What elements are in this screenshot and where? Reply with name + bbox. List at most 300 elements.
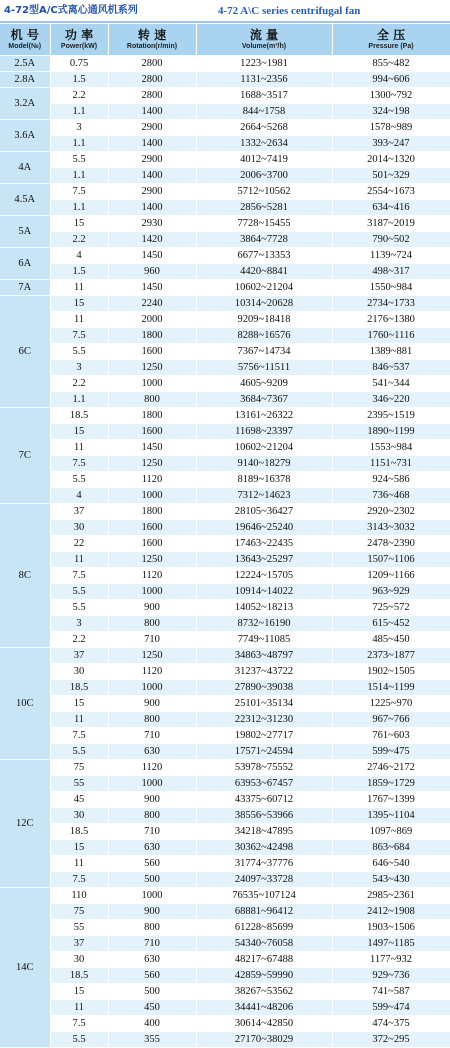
power-cell: 2.2 [50, 232, 108, 248]
volume-cell: 8732~16190 [196, 616, 332, 632]
pressure-cell: 501~329 [332, 168, 450, 184]
volume-cell: 34863~48797 [196, 648, 332, 664]
volume-cell: 1332~2634 [196, 136, 332, 152]
table-row [0, 952, 450, 968]
pressure-cell: 929~736 [332, 968, 450, 984]
table-row [0, 840, 450, 856]
rotation-cell: 800 [108, 808, 196, 824]
power-cell: 5.5 [50, 152, 108, 168]
rotation-cell: 1400 [108, 200, 196, 216]
volume-cell: 38556~53966 [196, 808, 332, 824]
rotation-cell: 1600 [108, 520, 196, 536]
table-row [0, 56, 450, 72]
volume-cell: 54340~76058 [196, 936, 332, 952]
table-row [0, 664, 450, 680]
rotation-cell: 900 [108, 792, 196, 808]
table-row [0, 536, 450, 552]
rotation-cell: 400 [108, 1016, 196, 1032]
rotation-cell: 1600 [108, 344, 196, 360]
power-cell: 37 [50, 648, 108, 664]
model-cell: 8C [0, 504, 50, 648]
volume-cell: 8189~16378 [196, 472, 332, 488]
header-pressure: 全 压 Pressure (Pa) [332, 24, 450, 56]
pressure-cell: 790~502 [332, 232, 450, 248]
power-cell: 75 [50, 760, 108, 776]
table-row [0, 808, 450, 824]
power-cell: 1.1 [50, 392, 108, 408]
table-row [0, 504, 450, 520]
pressure-cell: 615~452 [332, 616, 450, 632]
title-english: 4-72 A\C series centrifugal fan [218, 5, 361, 17]
header-row [0, 24, 450, 56]
pressure-cell: 372~295 [332, 1032, 450, 1048]
table-row [0, 792, 450, 808]
power-cell: 1.5 [50, 264, 108, 280]
rotation-cell: 1000 [108, 776, 196, 792]
volume-cell: 7749~11085 [196, 632, 332, 648]
table-row [0, 824, 450, 840]
power-cell: 1.1 [50, 136, 108, 152]
table-row [0, 1016, 450, 1032]
power-cell: 3 [50, 120, 108, 136]
rotation-cell: 2000 [108, 312, 196, 328]
power-cell: 11 [50, 312, 108, 328]
volume-cell: 10314~20628 [196, 296, 332, 312]
power-cell: 15 [50, 296, 108, 312]
model-cell: 14C [0, 888, 50, 1048]
table-row [0, 600, 450, 616]
power-cell: 30 [50, 808, 108, 824]
volume-cell: 2856~5281 [196, 200, 332, 216]
pressure-cell: 1553~984 [332, 440, 450, 456]
pressure-cell: 1760~1116 [332, 328, 450, 344]
volume-cell: 11698~23397 [196, 424, 332, 440]
table-row [0, 904, 450, 920]
table-row [0, 152, 450, 168]
table-row [0, 584, 450, 600]
rotation-cell: 1250 [108, 456, 196, 472]
pressure-cell: 2554~1673 [332, 184, 450, 200]
volume-cell: 844~1758 [196, 104, 332, 120]
pressure-cell: 1514~1199 [332, 680, 450, 696]
rotation-cell: 2900 [108, 184, 196, 200]
pressure-cell: 1395~1104 [332, 808, 450, 824]
rotation-cell: 1800 [108, 408, 196, 424]
rotation-cell: 800 [108, 712, 196, 728]
pressure-cell: 485~450 [332, 632, 450, 648]
power-cell: 7.5 [50, 728, 108, 744]
table-row [0, 280, 450, 296]
volume-cell: 6677~13353 [196, 248, 332, 264]
model-cell: 2.8A [0, 72, 50, 88]
rotation-cell: 1120 [108, 664, 196, 680]
table-body [0, 56, 450, 1048]
rotation-cell: 2930 [108, 216, 196, 232]
power-cell: 7.5 [50, 184, 108, 200]
power-cell: 15 [50, 216, 108, 232]
power-cell: 7.5 [50, 456, 108, 472]
rotation-cell: 1000 [108, 680, 196, 696]
pressure-cell: 2395~1519 [332, 408, 450, 424]
power-cell: 15 [50, 424, 108, 440]
table-row [0, 440, 450, 456]
power-cell: 37 [50, 504, 108, 520]
pressure-cell: 1151~731 [332, 456, 450, 472]
power-cell: 7.5 [50, 1016, 108, 1032]
pressure-cell: 2746~2172 [332, 760, 450, 776]
power-cell: 15 [50, 840, 108, 856]
pressure-cell: 2176~1380 [332, 312, 450, 328]
rotation-cell: 630 [108, 744, 196, 760]
model-cell: 7A [0, 280, 50, 296]
table-row [0, 232, 450, 248]
pressure-cell: 393~247 [332, 136, 450, 152]
power-cell: 45 [50, 792, 108, 808]
volume-cell: 9209~18418 [196, 312, 332, 328]
volume-cell: 48217~67488 [196, 952, 332, 968]
rotation-cell: 1000 [108, 888, 196, 904]
pressure-cell: 1139~724 [332, 248, 450, 264]
rotation-cell: 1400 [108, 104, 196, 120]
table-row [0, 264, 450, 280]
rotation-cell: 710 [108, 936, 196, 952]
volume-cell: 22312~31230 [196, 712, 332, 728]
power-cell: 55 [50, 776, 108, 792]
title-bar [0, 0, 450, 22]
table-row [0, 216, 450, 232]
table-row [0, 1000, 450, 1016]
volume-cell: 63953~67457 [196, 776, 332, 792]
table-row [0, 648, 450, 664]
table-row [0, 456, 450, 472]
table-row [0, 472, 450, 488]
pressure-cell: 474~375 [332, 1016, 450, 1032]
power-cell: 5.5 [50, 600, 108, 616]
pressure-cell: 346~220 [332, 392, 450, 408]
volume-cell: 76535~107124 [196, 888, 332, 904]
volume-cell: 4012~7419 [196, 152, 332, 168]
table-row [0, 120, 450, 136]
table-row [0, 376, 450, 392]
table-row [0, 296, 450, 312]
table-row [0, 728, 450, 744]
power-cell: 7.5 [50, 872, 108, 888]
pressure-cell: 1902~1505 [332, 664, 450, 680]
rotation-cell: 1000 [108, 488, 196, 504]
power-cell: 4 [50, 488, 108, 504]
pressure-cell: 1507~1106 [332, 552, 450, 568]
model-cell: 6C [0, 296, 50, 408]
pressure-cell: 863~684 [332, 840, 450, 856]
table-row [0, 680, 450, 696]
table-row [0, 984, 450, 1000]
rotation-cell: 1600 [108, 424, 196, 440]
table-row [0, 920, 450, 936]
power-cell: 18.5 [50, 968, 108, 984]
rotation-cell: 1450 [108, 248, 196, 264]
model-cell: 3.6A [0, 120, 50, 152]
table-row [0, 872, 450, 888]
table-row [0, 856, 450, 872]
volume-cell: 27890~39038 [196, 680, 332, 696]
power-cell: 55 [50, 920, 108, 936]
rotation-cell: 710 [108, 728, 196, 744]
table-row [0, 936, 450, 952]
pressure-cell: 498~317 [332, 264, 450, 280]
volume-cell: 31237~43722 [196, 664, 332, 680]
power-cell: 7.5 [50, 568, 108, 584]
volume-cell: 7367~14734 [196, 344, 332, 360]
rotation-cell: 710 [108, 824, 196, 840]
volume-cell: 12224~15705 [196, 568, 332, 584]
model-cell: 2.5A [0, 56, 50, 72]
rotation-cell: 500 [108, 984, 196, 1000]
rotation-cell: 1420 [108, 232, 196, 248]
rotation-cell: 2800 [108, 56, 196, 72]
table-row [0, 744, 450, 760]
rotation-cell: 1120 [108, 760, 196, 776]
table-row [0, 488, 450, 504]
volume-cell: 19802~27717 [196, 728, 332, 744]
rotation-cell: 1250 [108, 360, 196, 376]
pressure-cell: 1890~1199 [332, 424, 450, 440]
pressure-cell: 3143~3032 [332, 520, 450, 536]
pressure-cell: 2373~1877 [332, 648, 450, 664]
pressure-cell: 599~474 [332, 1000, 450, 1016]
power-cell: 30 [50, 520, 108, 536]
table-row [0, 344, 450, 360]
volume-cell: 68881~96412 [196, 904, 332, 920]
power-cell: 75 [50, 904, 108, 920]
table-row [0, 712, 450, 728]
rotation-cell: 2900 [108, 120, 196, 136]
rotation-cell: 450 [108, 1000, 196, 1016]
power-cell: 2.2 [50, 88, 108, 104]
volume-cell: 3864~7728 [196, 232, 332, 248]
pressure-cell: 963~929 [332, 584, 450, 600]
power-cell: 1.1 [50, 104, 108, 120]
table-row [0, 200, 450, 216]
volume-cell: 17463~22435 [196, 536, 332, 552]
power-cell: 110 [50, 888, 108, 904]
rotation-cell: 800 [108, 616, 196, 632]
volume-cell: 2006~3700 [196, 168, 332, 184]
model-cell: 4.5A [0, 184, 50, 216]
volume-cell: 30362~42498 [196, 840, 332, 856]
table-row [0, 616, 450, 632]
rotation-cell: 560 [108, 856, 196, 872]
table-row [0, 168, 450, 184]
pressure-cell: 1225~970 [332, 696, 450, 712]
volume-cell: 30614~42850 [196, 1016, 332, 1032]
rotation-cell: 2800 [108, 72, 196, 88]
rotation-cell: 960 [108, 264, 196, 280]
table-row [0, 632, 450, 648]
volume-cell: 27170~38029 [196, 1032, 332, 1048]
model-cell: 4A [0, 152, 50, 184]
power-cell: 30 [50, 664, 108, 680]
volume-cell: 3684~7367 [196, 392, 332, 408]
pressure-cell: 846~537 [332, 360, 450, 376]
volume-cell: 7312~14623 [196, 488, 332, 504]
power-cell: 5.5 [50, 344, 108, 360]
power-cell: 11 [50, 440, 108, 456]
rotation-cell: 1250 [108, 552, 196, 568]
pressure-cell: 1903~1506 [332, 920, 450, 936]
pressure-cell: 2985~2361 [332, 888, 450, 904]
rotation-cell: 2900 [108, 152, 196, 168]
pressure-cell: 324~198 [332, 104, 450, 120]
rotation-cell: 1800 [108, 328, 196, 344]
pressure-cell: 2920~2302 [332, 504, 450, 520]
rotation-cell: 500 [108, 872, 196, 888]
volume-cell: 5712~10562 [196, 184, 332, 200]
table-row [0, 696, 450, 712]
rotation-cell: 2240 [108, 296, 196, 312]
table-row [0, 888, 450, 904]
table-row [0, 88, 450, 104]
volume-cell: 34441~48206 [196, 1000, 332, 1016]
pressure-cell: 1097~869 [332, 824, 450, 840]
title-divider [0, 21, 450, 23]
volume-cell: 13643~25297 [196, 552, 332, 568]
rotation-cell: 1400 [108, 136, 196, 152]
volume-cell: 1131~2356 [196, 72, 332, 88]
rotation-cell: 2800 [108, 88, 196, 104]
pressure-cell: 2412~1908 [332, 904, 450, 920]
table-row [0, 72, 450, 88]
volume-cell: 1688~3517 [196, 88, 332, 104]
power-cell: 5.5 [50, 1032, 108, 1048]
volume-cell: 28105~36427 [196, 504, 332, 520]
power-cell: 15 [50, 696, 108, 712]
power-cell: 18.5 [50, 408, 108, 424]
pressure-cell: 3187~2019 [332, 216, 450, 232]
power-cell: 3 [50, 616, 108, 632]
power-cell: 2.2 [50, 376, 108, 392]
pressure-cell: 761~603 [332, 728, 450, 744]
rotation-cell: 1120 [108, 472, 196, 488]
volume-cell: 4420~8841 [196, 264, 332, 280]
power-cell: 15 [50, 984, 108, 1000]
rotation-cell: 1800 [108, 504, 196, 520]
volume-cell: 24097~33728 [196, 872, 332, 888]
volume-cell: 10602~21204 [196, 440, 332, 456]
rotation-cell: 560 [108, 968, 196, 984]
pressure-cell: 1300~792 [332, 88, 450, 104]
pressure-cell: 736~468 [332, 488, 450, 504]
volume-cell: 8288~16576 [196, 328, 332, 344]
volume-cell: 14052~18213 [196, 600, 332, 616]
fan-spec-table [0, 24, 450, 1048]
rotation-cell: 630 [108, 840, 196, 856]
pressure-cell: 741~587 [332, 984, 450, 1000]
power-cell: 22 [50, 536, 108, 552]
volume-cell: 25101~35134 [196, 696, 332, 712]
pressure-cell: 967~766 [332, 712, 450, 728]
power-cell: 1.1 [50, 168, 108, 184]
model-cell: 12C [0, 760, 50, 888]
table-row [0, 408, 450, 424]
pressure-cell: 634~416 [332, 200, 450, 216]
table-row [0, 312, 450, 328]
pressure-cell: 2478~2390 [332, 536, 450, 552]
power-cell: 30 [50, 952, 108, 968]
volume-cell: 10914~14022 [196, 584, 332, 600]
pressure-cell: 994~606 [332, 72, 450, 88]
rotation-cell: 1450 [108, 440, 196, 456]
rotation-cell: 900 [108, 904, 196, 920]
rotation-cell: 900 [108, 600, 196, 616]
rotation-cell: 1120 [108, 568, 196, 584]
pressure-cell: 1497~1185 [332, 936, 450, 952]
header-volume: 流 量 Volume(m³/h) [196, 24, 332, 56]
table-row [0, 568, 450, 584]
power-cell: 0.75 [50, 56, 108, 72]
volume-cell: 5756~11511 [196, 360, 332, 376]
model-cell: 7C [0, 408, 50, 504]
pressure-cell: 2014~1320 [332, 152, 450, 168]
pressure-cell: 725~572 [332, 600, 450, 616]
table-row [0, 552, 450, 568]
power-cell: 5.5 [50, 584, 108, 600]
table-row [0, 760, 450, 776]
title-chinese: 4-72型A/C式离心通风机系列 [4, 5, 138, 16]
pressure-cell: 1859~1729 [332, 776, 450, 792]
header-power: 功 率 Power(kW) [50, 24, 108, 56]
volume-cell: 42859~59990 [196, 968, 332, 984]
pressure-cell: 924~586 [332, 472, 450, 488]
power-cell: 5.5 [50, 472, 108, 488]
pressure-cell: 541~344 [332, 376, 450, 392]
power-cell: 11 [50, 280, 108, 296]
table-row [0, 360, 450, 376]
table-row [0, 328, 450, 344]
model-cell: 6A [0, 248, 50, 280]
rotation-cell: 1000 [108, 376, 196, 392]
volume-cell: 2664~5268 [196, 120, 332, 136]
rotation-cell: 630 [108, 952, 196, 968]
volume-cell: 38267~53562 [196, 984, 332, 1000]
pressure-cell: 646~540 [332, 856, 450, 872]
volume-cell: 13161~26322 [196, 408, 332, 424]
pressure-cell: 1767~1399 [332, 792, 450, 808]
table-row [0, 424, 450, 440]
power-cell: 11 [50, 552, 108, 568]
volume-cell: 19646~25240 [196, 520, 332, 536]
volume-cell: 53978~75552 [196, 760, 332, 776]
table-row [0, 136, 450, 152]
power-cell: 37 [50, 936, 108, 952]
rotation-cell: 710 [108, 632, 196, 648]
rotation-cell: 1250 [108, 648, 196, 664]
power-cell: 2.2 [50, 632, 108, 648]
volume-cell: 9140~18279 [196, 456, 332, 472]
volume-cell: 43375~60712 [196, 792, 332, 808]
power-cell: 18.5 [50, 680, 108, 696]
volume-cell: 7728~15455 [196, 216, 332, 232]
volume-cell: 17571~24594 [196, 744, 332, 760]
header-model: 机 号 Model(№) [0, 24, 50, 56]
rotation-cell: 1600 [108, 536, 196, 552]
volume-cell: 10602~21204 [196, 280, 332, 296]
model-cell: 5A [0, 216, 50, 248]
volume-cell: 34218~47895 [196, 824, 332, 840]
power-cell: 5.5 [50, 744, 108, 760]
rotation-cell: 1400 [108, 168, 196, 184]
table-row [0, 248, 450, 264]
rotation-cell: 1000 [108, 584, 196, 600]
